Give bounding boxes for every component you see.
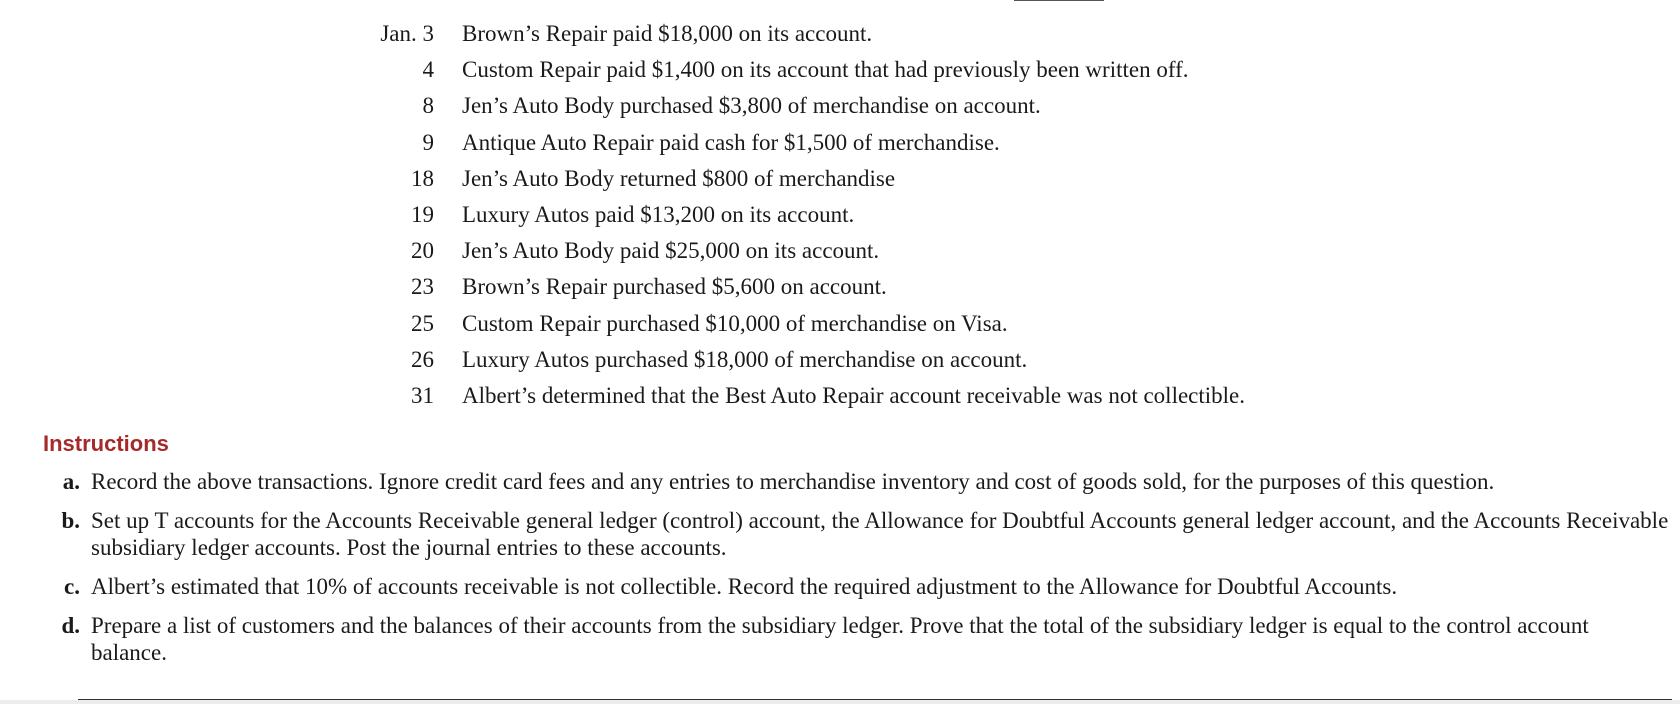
- transaction-description: Albert’s determined that the Best Auto Repair account receivable was not collectible.: [462, 382, 1246, 408]
- transaction-date: 25: [411, 310, 434, 336]
- transaction-description: Custom Repair purchased $10,000 of merchandise on Visa.: [462, 310, 1008, 336]
- transaction-date: 18: [411, 165, 434, 191]
- instruction-text: Set up T accounts for the Accounts Receivable general ledger (control) account, the Allowance for Doubtful Accounts general ledger account, and the Accounts Receivable subsidiary ledger accounts. Post the journal entries to these accounts.: [91, 508, 1669, 560]
- instruction-item: [0, 573, 1680, 600]
- transaction-row: [0, 270, 1680, 306]
- transaction-description: Luxury Autos purchased $18,000 of merchandise on account.: [462, 346, 1028, 372]
- instruction-item: [0, 507, 1680, 561]
- instructions-list: [0, 468, 1680, 678]
- transaction-date: 20: [411, 238, 434, 264]
- transaction-row: [0, 198, 1680, 234]
- transaction-description: Luxury Autos paid $13,200 on its account.: [462, 201, 855, 227]
- transaction-date: 26: [411, 346, 434, 372]
- instruction-text: Record the above transactions. Ignore credit card fees and any entries to merchandise inventory and cost of goods sold, for the purposes of this question.: [91, 469, 1495, 494]
- transaction-description: Brown’s Repair purchased $5,600 on account.: [462, 274, 887, 300]
- transaction-row: [0, 126, 1680, 162]
- instruction-letter: d.: [61, 613, 80, 638]
- instruction-letter: c.: [64, 574, 80, 599]
- instruction-letter: b.: [61, 508, 80, 533]
- transaction-date: 31: [411, 382, 434, 408]
- transaction-row: [0, 53, 1680, 89]
- transaction-row: [0, 234, 1680, 270]
- transaction-date: 8: [422, 93, 434, 119]
- transaction-row: [0, 17, 1680, 53]
- transaction-row: [0, 343, 1680, 379]
- instructions-heading: Instructions: [43, 431, 169, 456]
- transaction-date: 19: [411, 201, 434, 227]
- transaction-date: 4: [422, 57, 434, 83]
- transaction-description: Antique Auto Repair paid cash for $1,500 of merchandise.: [462, 129, 1000, 155]
- instruction-text: Prepare a list of customers and the balances of their accounts from the subsidiary ledger. Prove that the total of the subsidiary ledger is equal to the control account balance.: [91, 613, 1589, 665]
- transaction-row: [0, 162, 1680, 198]
- transaction-list: [0, 17, 1680, 415]
- instruction-item: [0, 612, 1680, 666]
- instruction-letter: a.: [62, 469, 80, 494]
- transaction-date: 9: [422, 129, 434, 155]
- transaction-date: 23: [411, 274, 434, 300]
- transaction-description: Jen’s Auto Body paid $25,000 on its account.: [462, 238, 880, 264]
- transaction-description: Custom Repair paid $1,400 on its account that had previously been written off.: [462, 57, 1189, 83]
- transaction-row: [0, 307, 1680, 343]
- transaction-row: [0, 89, 1680, 125]
- transaction-description: Jen’s Auto Body purchased $3,800 of merchandise on account.: [462, 93, 1041, 119]
- top-divider: [1014, 0, 1104, 1]
- transaction-description: Brown’s Repair paid $18,000 on its account.: [462, 21, 873, 46]
- bottom-shade: [0, 700, 1680, 704]
- transaction-row: [0, 379, 1680, 415]
- instruction-text: Albert’s estimated that 10% of accounts receivable is not collectible. Record the required adjustment to the Allowance for Doubtful Accounts.: [91, 574, 1398, 599]
- instruction-item: [0, 468, 1680, 495]
- transaction-description: Jen’s Auto Body returned $800 of merchandise: [462, 165, 896, 191]
- transaction-date: Jan. 3: [380, 21, 434, 46]
